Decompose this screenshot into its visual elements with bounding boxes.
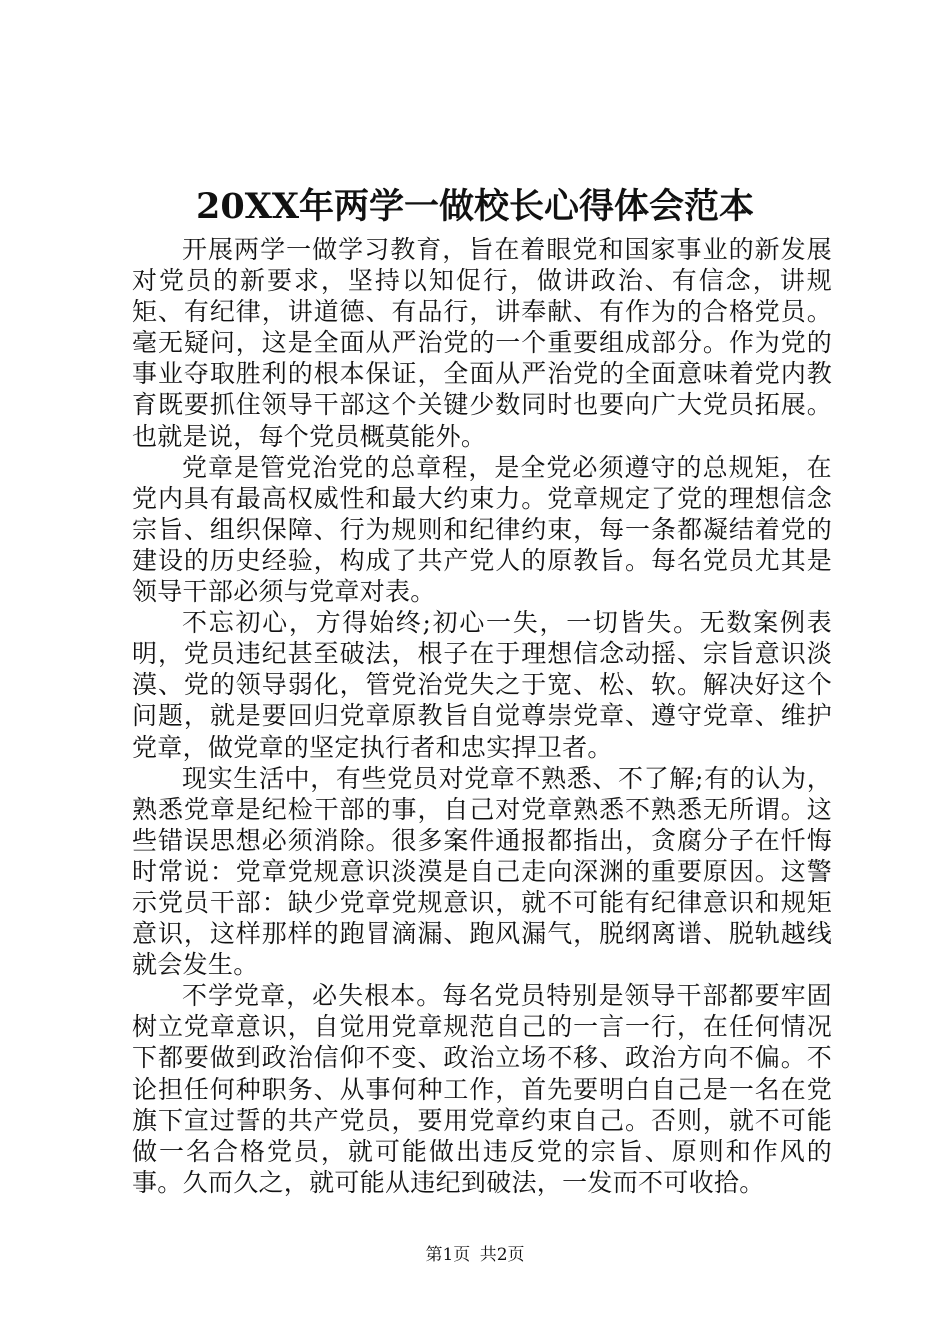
page-footer <box>0 1243 950 1267</box>
total-pages: 共2页 <box>479 1245 525 1265</box>
document-body <box>132 234 832 1198</box>
paragraph-2: 党章是管党治党的总章程，是全党必须遵守的总规矩，在党内具有最高权威性和最大约束力。党章规定了党的理想信念宗旨、组织保障、行为规则和纪律约束，每一条都凝结着党的建设的历史经验，构成了共产党人的原教旨。每名党员尤其是领导干部必须与党章对表。 <box>132 452 832 607</box>
paragraph-3: 不忘初心，方得始终;初心一失，一切皆失。无数案例表明，党员违纪甚至破法，根子在于理想信念动摇、宗旨意识淡漠、党的领导弱化，管党治党失之于宽、松、软。解决好这个问题，就是要回归党章原教旨自觉尊崇党章、遵守党章、维护党章，做党章的坚定执行者和忠实捍卫者。 <box>132 608 832 762</box>
page-number: 第1页 <box>425 1245 471 1265</box>
paragraph-5: 不学党章，必失根本。每名党员特别是领导干部都要牢固树立党章意识，自觉用党章规范自己的一言一行，在任何情况下都要做到政治信仰不变、政治立场不移、政治方向不偏。不论担任何种职务、从事何种工作，首先要明白自己是一名在党旗下宣过誓的共产党员，要用党章约束自己。否则，就不可能做一名合格党员，就可能做出违反党的宗旨、原则和作风的事。久而久之，就可能从违纪到破法，一发而不可收拾。 <box>132 981 832 1197</box>
paragraph-4: 现实生活中，有些党员对党章不熟悉、不了解;有的认为，熟悉党章是纪检干部的事，自己对党章熟悉不熟悉无所谓。这些错误思想必须消除。很多案件通报都指出，贪腐分子在忏悔时常说：党章党规意识淡漠是自己走向深渊的重要原因。这警示党员干部：缺少党章党规意识，就不可能有纪律意识和规矩意识，这样那样的跑冒滴漏、跑风漏气，脱纲离谱、脱轨越线就会发生。 <box>132 763 832 980</box>
document-title: 20XX年两学一做校长心得体会范本 <box>195 186 755 227</box>
paragraph-1: 开展两学一做学习教育，旨在着眼党和国家事业的新发展对党员的新要求，坚持以知促行，做讲政治、有信念，讲规矩、有纪律，讲道德、有品行，讲奉献、有作为的合格党员。毫无疑问，这是全面从严治党的一个重要组成部分。作为党的事业夺取胜利的根本保证，全面从严治党的全面意味着党内教育既要抓住领导干部这个关键少数同时也要向广大党员拓展。也就是说，每个党员概莫能外。 <box>132 235 832 451</box>
